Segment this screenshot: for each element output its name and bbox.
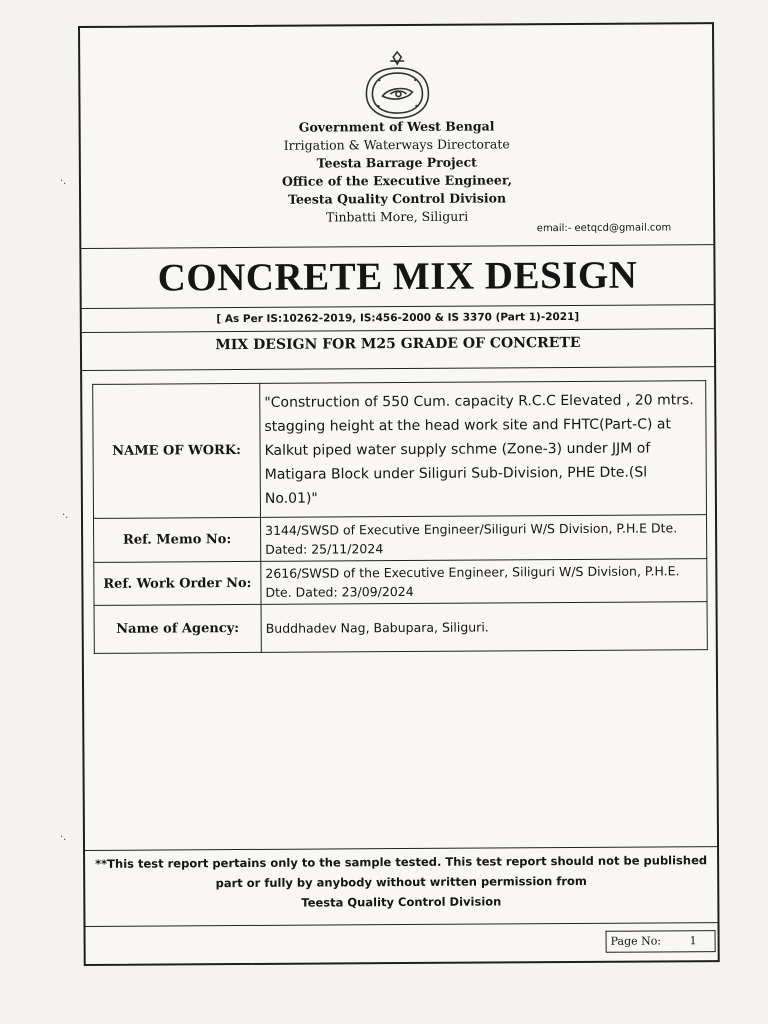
scan-mark: ·.: [60, 832, 67, 843]
document-page: [78, 22, 720, 966]
ref-work-order-label: Ref. Work Order No:: [94, 561, 261, 605]
ref-memo-value: 3144/SWSD of Executive Engineer/Siliguri W/S Division, P.H.E Dte. Dated: 25/11/2024: [261, 515, 707, 562]
header-line-division: Teesta Quality Control Division: [288, 190, 507, 207]
ref-work-order-value: 2616/SWSD of the Executive Engineer, Siliguri W/S Division, P.H.E. Dte. Dated: 23/09/2024: [261, 559, 707, 605]
table-row: [94, 515, 707, 563]
divider: [85, 922, 717, 927]
header-line-location: Tinbatti More, Siliguri: [326, 208, 469, 225]
agency-value: Buddhadev Nag, Babupara, Siliguri.: [261, 602, 707, 653]
divider: [82, 366, 714, 371]
ref-memo-label: Ref. Memo No:: [94, 517, 261, 562]
page-number-value: 1: [689, 934, 697, 948]
disclaimer-line: Teesta Quality Control Division: [301, 894, 502, 910]
work-details-table: [92, 380, 708, 654]
page-number-box: [606, 930, 716, 953]
standards-reference: [ As Per IS:10262-2019, IS:456-2000 & IS 3370 (Part 1)-2021]: [216, 310, 580, 326]
header-line-government: Government of West Bengal: [298, 118, 495, 135]
letterhead: [80, 24, 713, 248]
mix-design-subtitle: MIX DESIGN FOR M25 GRADE OF CONCRETE: [215, 334, 581, 354]
page-number-label: Page No:: [610, 934, 662, 948]
divider: [82, 328, 714, 333]
header-line-project: Teesta Barrage Project: [316, 154, 477, 171]
disclaimer-note: [85, 850, 717, 914]
header-line-directorate: Irrigation & Waterways Directorate: [283, 136, 510, 153]
office-email: email:- eetqcd@gmail.com: [536, 222, 672, 235]
agency-label: Name of Agency:: [94, 604, 261, 653]
disclaimer-line: part or fully by anybody without written permission from: [215, 873, 587, 891]
disclaimer-line: **This test report pertains only to the sample tested. This test report should not be published: [95, 853, 708, 871]
name-of-work-label: NAME OF WORK:: [93, 383, 261, 518]
document-title: CONCRETE MIX DESIGN: [157, 253, 638, 300]
name-of-work-value: "Construction of 550 Cum. capacity R.C.C Elevated , 20 mtrs. stagging height at the head work site and FHTC(Part-C) at Kalkut piped water supply schme (Zone-3) under JJM of Matigara Block under Siliguri Sub-Division, PHE Dte.(Sl No.01)": [260, 381, 707, 518]
scan-mark: ·.: [62, 510, 69, 521]
table-row: [93, 381, 707, 519]
divider: [82, 304, 714, 309]
scan-mark: ·.: [60, 176, 67, 187]
table-row: [94, 559, 707, 606]
government-emblem-icon: [354, 44, 440, 125]
table-row: [94, 602, 707, 654]
header-line-office: Office of the Executive Engineer,: [281, 172, 512, 189]
office-address: [81, 116, 714, 228]
